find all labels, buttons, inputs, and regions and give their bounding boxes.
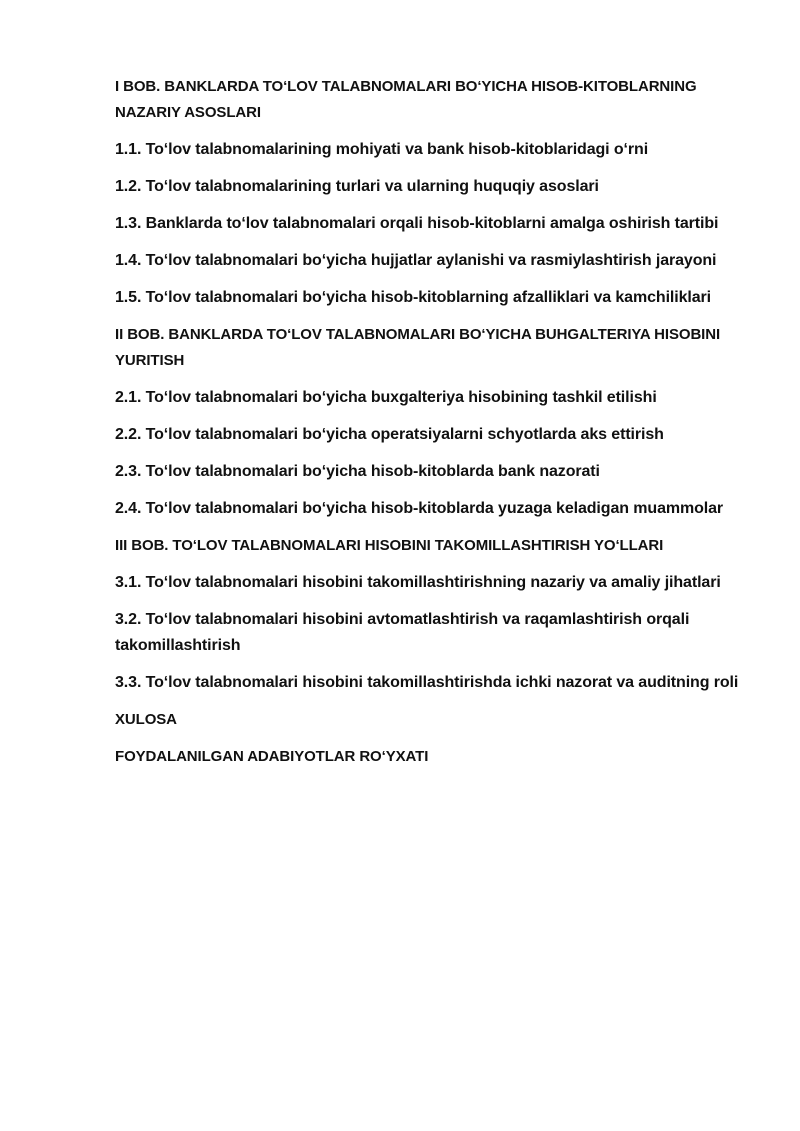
section-3-1: 3.1. To‘lov talabnomalari hisobini takomillashtirishning nazariy va amaliy jihatlari (115, 574, 721, 591)
chapter-1-heading: I BOB. BANKLARDA TO‘LOV TALABNOMALARI BO‘YICHA HISOB-KITOBLARNING NAZARIY ASOSLARI (115, 78, 697, 121)
section-2-3: 2.3. To‘lov talabnomalari bo‘yicha hisob-kitoblarda bank nazorati (115, 463, 600, 480)
conclusion-heading: XULOSA (115, 711, 177, 728)
section-2-4: 2.4. To‘lov talabnomalari bo‘yicha hisob-kitoblarda yuzaga keladigan muammolar (115, 500, 724, 517)
section-1-3: 1.3. Banklarda to‘lov talabnomalari orqali hisob-kitoblarni amalga oshirish tartibi (115, 215, 719, 232)
section-1-4: 1.4. To‘lov talabnomalari bo‘yicha hujjatlar aylanishi va rasmiylashtirish jarayoni (115, 252, 717, 269)
section-1-1: 1.1. To‘lov talabnomalarining mohiyati va bank hisob-kitoblaridagi o‘rni (115, 141, 649, 158)
section-2-1: 2.1. To‘lov talabnomalari bo‘yicha buxgalteriya hisobining tashkil etilishi (115, 389, 657, 406)
section-3-3: 3.3. To‘lov talabnomalari hisobini takomillashtirishda ichki nazorat va auditning roli (115, 674, 739, 691)
section-1-5: 1.5. To‘lov talabnomalari bo‘yicha hisob-kitoblarning afzalliklari va kamchiliklari (115, 289, 712, 306)
table-of-contents (115, 74, 755, 781)
section-3-2: 3.2. To‘lov talabnomalari hisobini avtomatlashtirish va raqamlashtirish orqali takomillashtirish (115, 611, 690, 654)
chapter-3-heading: III BOB. TO‘LOV TALABNOMALARI HISOBINI TAKOMILLASHTIRISH YO‘LLARI (115, 537, 664, 554)
section-1-2: 1.2. To‘lov talabnomalarining turlari va ularning huquqiy asoslari (115, 178, 599, 195)
chapter-2-heading: II BOB. BANKLARDA TO‘LOV TALABNOMALARI BO‘YICHA BUHGALTERIYA HISOBINI YURITISH (115, 326, 721, 369)
references-heading: FOYDALANILGAN ADABIYOTLAR RO‘YXATI (115, 748, 429, 765)
section-2-2: 2.2. To‘lov talabnomalari bo‘yicha operatsiyalarni schyotlarda aks ettirish (115, 426, 664, 443)
